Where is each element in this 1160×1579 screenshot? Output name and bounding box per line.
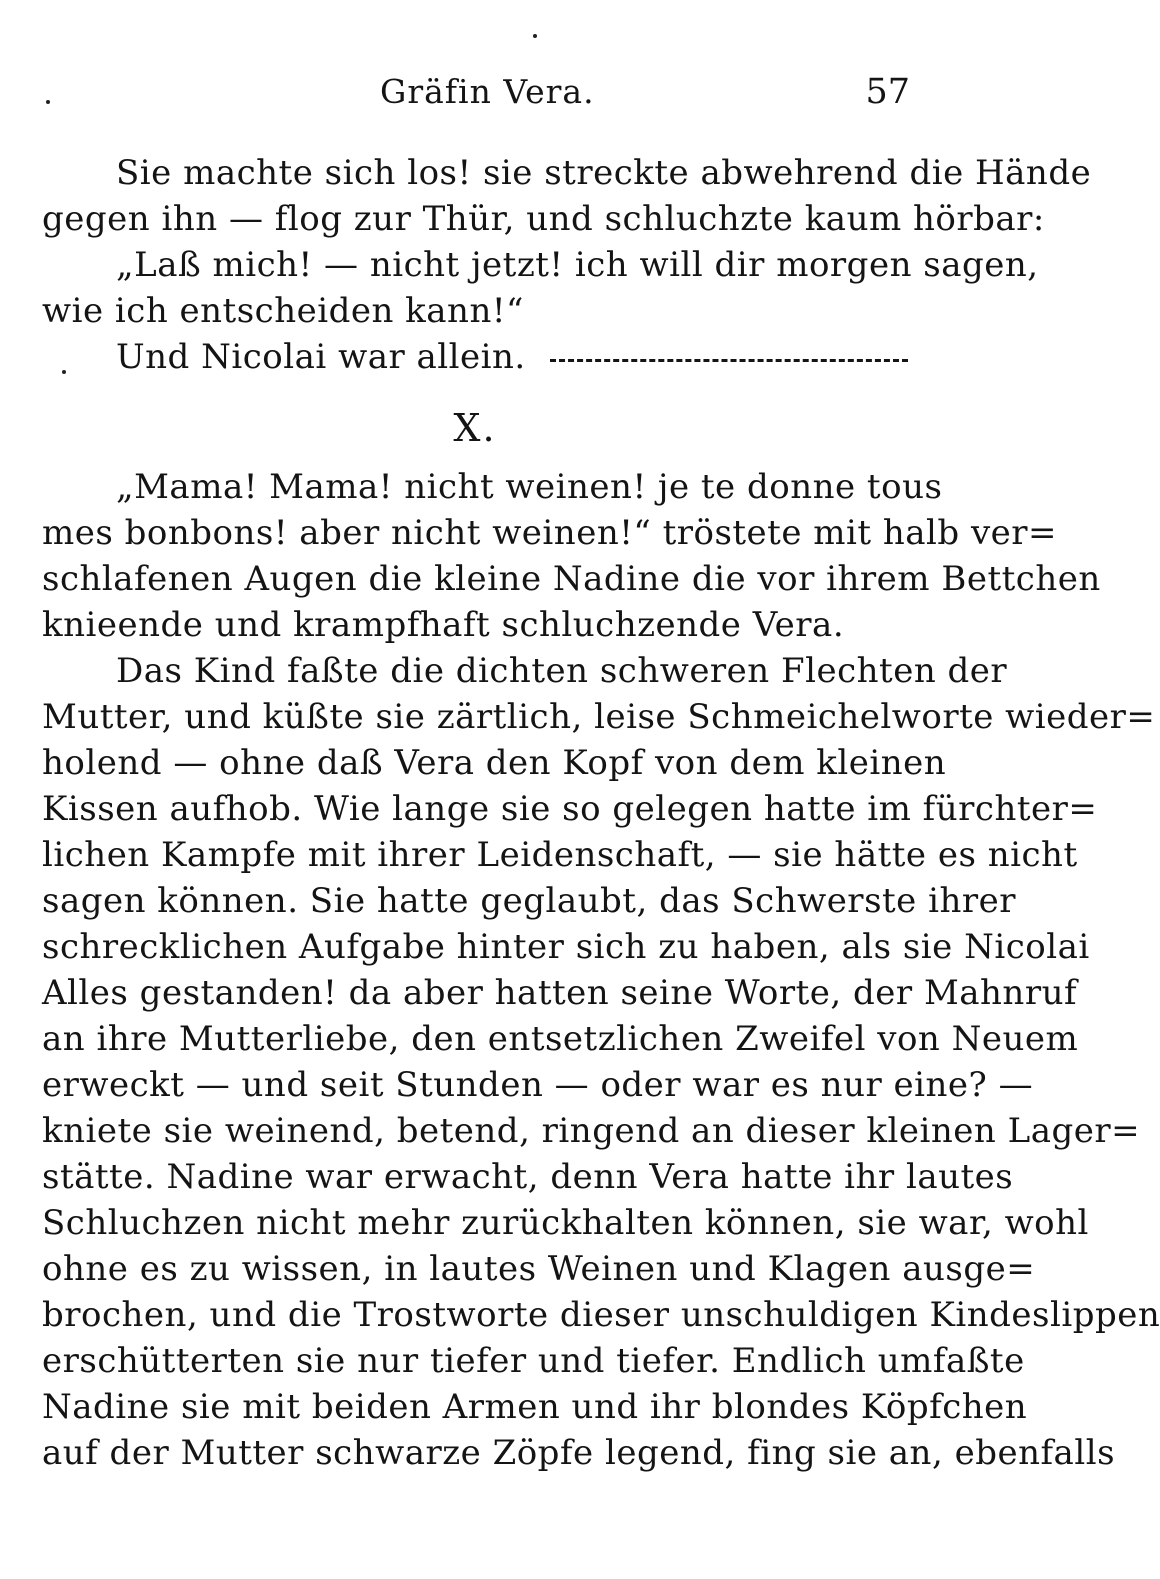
text-line: sagen können. Sie hatte geglaubt, das Schwerste ihrer: [42, 881, 1017, 921]
body-text: [42, 150, 1160, 1476]
section-dash-rule: [550, 359, 908, 362]
page-number: 57: [865, 72, 910, 112]
text-line: Nadine sie mit beiden Armen und ihr blondes Köpfchen: [42, 1387, 1028, 1427]
text-line: an ihre Mutterliebe, den entsetzlichen Zweifel von Neuem: [42, 1019, 1079, 1059]
text-line: „Laß mich! — nicht jetzt! ich will dir morgen sagen,: [116, 245, 1039, 285]
paragraph: [42, 334, 908, 380]
paragraph: [42, 464, 1101, 648]
text-line: kniete sie weinend, betend, ringend an dieser kleinen Lager=: [42, 1111, 1141, 1151]
chapter-heading: X.: [453, 406, 497, 450]
paragraph: [42, 242, 1039, 334]
text-line: holend — ohne daß Vera den Kopf von dem kleinen: [42, 743, 947, 783]
text-line: schlafenen Augen die kleine Nadine die vor ihrem Bettchen: [42, 559, 1101, 599]
text-line: stätte. Nadine war erwacht, denn Vera hatte ihr lautes: [42, 1157, 1014, 1197]
text-line: Kissen aufhob. Wie lange sie so gelegen hatte im fürchter=: [42, 789, 1098, 829]
print-speck: [533, 34, 537, 38]
text-line: ohne es zu wissen, in lautes Weinen und Klagen ausge=: [42, 1249, 1036, 1289]
text-line: schrecklichen Aufgabe hinter sich zu haben, als sie Nicolai: [42, 927, 1090, 967]
text-line: „Mama! Mama! nicht weinen! je te donne tous: [116, 467, 943, 507]
text-line: Mutter, und küßte sie zärtlich, leise Schmeichelworte wieder=: [42, 697, 1156, 737]
text-line: [42, 334, 908, 380]
running-title: Gräfin Vera.: [380, 72, 595, 111]
text-line: erschütterten sie nur tiefer und tiefer. Endlich umfaßte: [42, 1341, 1025, 1381]
text-line: lichen Kampfe mit ihrer Leidenschaft, — sie hätte es nicht: [42, 835, 1078, 875]
page-header: [0, 72, 1000, 122]
text-line: auf der Mutter schwarze Zöpfe legend, fing sie an, ebenfalls: [42, 1433, 1116, 1473]
text-line: knieende und krampfhaft schluchzende Vera.: [42, 605, 845, 645]
paragraph: [42, 150, 1092, 242]
text-line: wie ich entscheiden kann!“: [42, 291, 524, 331]
text-line: brochen, und die Trostworte dieser unschuldigen Kindeslippen: [42, 1295, 1160, 1335]
text-line: gegen ihn — flog zur Thür, und schluchzte kaum hörbar:: [42, 199, 1045, 239]
text-line: erweckt — und seit Stunden — oder war es nur eine? —: [42, 1065, 1034, 1105]
text-line: Sie machte sich los! sie streckte abwehrend die Hände: [116, 153, 1092, 193]
paragraph: [42, 648, 1160, 1476]
text-line: Das Kind faßte die dichten schweren Flechten der: [116, 651, 1008, 691]
text-line: mes bonbons! aber nicht weinen!“ tröstete mit halb ver=: [42, 513, 1058, 553]
text-line: Alles gestanden! da aber hatten seine Worte, der Mahnruf: [42, 973, 1078, 1013]
closing-sentence: Und Nicolai war allein.: [116, 337, 526, 377]
text-line: Schluchzen nicht mehr zurückhalten können, sie war, wohl: [42, 1203, 1089, 1243]
